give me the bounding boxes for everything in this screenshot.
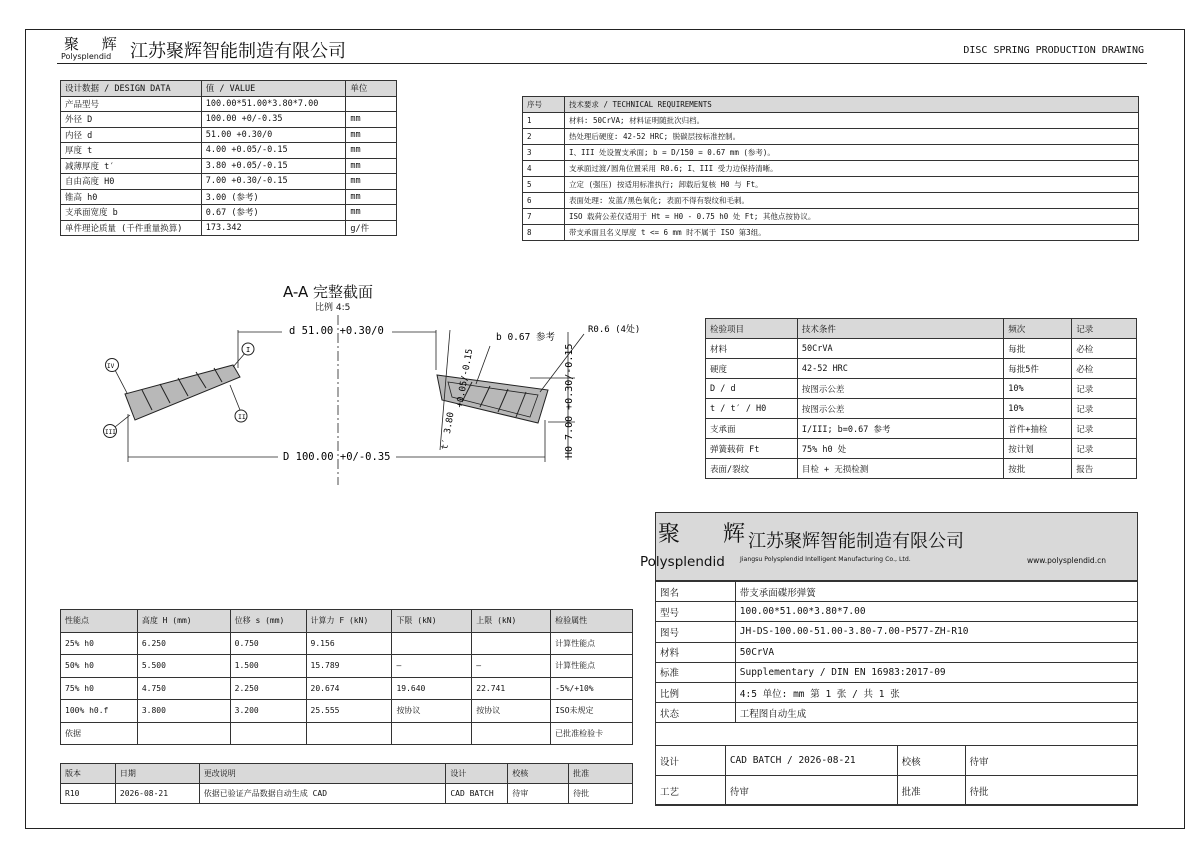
design-table-cell: 内径 d	[61, 127, 202, 143]
inspection-table-row	[706, 419, 1137, 439]
title-block-signatures-cell: CAD BATCH / 2026-08-21	[725, 746, 897, 776]
design-table-body	[61, 96, 397, 236]
left-section-profile	[125, 365, 240, 420]
design-table-row	[61, 143, 397, 159]
document-title: DISC SPRING PRODUCTION DRAWING	[963, 45, 1144, 56]
inspection-table-cell: 记录	[1072, 439, 1137, 459]
inspection-table-row	[706, 359, 1137, 379]
inspection-table-cell: 记录	[1072, 379, 1137, 399]
design-table-cell: mm	[346, 143, 397, 159]
section-title: A-A 完整截面	[283, 283, 374, 301]
inspection-table-cell: 按批	[1004, 459, 1072, 479]
design-table-row	[61, 112, 397, 128]
inspection-table-cell: 按图示公差	[797, 399, 1003, 419]
title-block-fields-row	[656, 622, 1138, 642]
performance-table-cell: 计算性能点	[551, 632, 633, 655]
inspection-table-cell: 表面/裂纹	[706, 459, 798, 479]
design-table-cell: 厚度 t	[61, 143, 202, 159]
design-table-row	[61, 220, 397, 236]
design-table-cell: 100.00 +0/-0.35	[201, 112, 346, 128]
performance-table-row	[61, 632, 633, 655]
tech-table-cell: 立定 (强压) 按适用标准执行; 卸载后复核 H0 与 Ft。	[564, 177, 1138, 193]
performance-table-cell	[392, 632, 472, 655]
performance-table-row	[61, 700, 633, 723]
insp-header-frequency: 频次	[1004, 319, 1072, 339]
revision-table-cell: R10	[61, 784, 116, 804]
leader-mark-IV	[115, 370, 127, 393]
performance-table-cell: 3.800	[137, 700, 230, 723]
performance-table-cell: 9.156	[306, 632, 392, 655]
inspection-table-row	[706, 399, 1137, 419]
section-drawing	[90, 310, 641, 490]
tech-table-cell: 表面处理: 发蓝/黑色氧化; 表面不得有裂纹和毛刺。	[564, 193, 1138, 209]
header-divider	[57, 63, 1147, 64]
revision-table-body	[61, 784, 633, 804]
design-table-cell: 51.00 +0.30/0	[201, 127, 346, 143]
perf-header-lower: 下限 (kN)	[392, 610, 472, 633]
tech-table-cell: 7	[523, 209, 565, 225]
tech-table-cell: 材料: 50CrVA; 材料证明随批次归档。	[564, 113, 1138, 129]
header-company-name: 江苏聚辉智能制造有限公司	[130, 41, 346, 62]
performance-table-cell: 依据	[61, 722, 138, 745]
revision-table-cell: 依据已验证产品数据自动生成 CAD	[199, 784, 446, 804]
performance-table-cell: 已批准检验卡	[551, 722, 633, 745]
dim-b-label: b 0.67 参考	[496, 332, 556, 343]
title-block-fields	[655, 581, 1138, 723]
design-table-cell: mm	[346, 189, 397, 205]
tech-table-cell: 4	[523, 161, 565, 177]
tech-table-row	[523, 193, 1139, 209]
title-block-fields-cell: 材料	[656, 642, 736, 662]
inspection-table-body	[706, 339, 1137, 479]
revision-table	[60, 763, 633, 804]
tech-header-req: 技术要求 / TECHNICAL REQUIREMENTS	[564, 97, 1138, 113]
insp-header-condition: 技术条件	[797, 319, 1003, 339]
inspection-table-cell: 必检	[1072, 339, 1137, 359]
section-scale: 比例 4:5	[315, 303, 351, 313]
dim-t-prime-label: t′ 3.80	[440, 411, 457, 451]
tech-table-row	[523, 225, 1139, 241]
design-table-cell: mm	[346, 158, 397, 174]
tech-table-cell: ISO 载荷公差仅适用于 Ht = H0 - 0.75 h0 处 Ft; 其他点按协议。	[564, 209, 1138, 225]
inspection-table-cell: 记录	[1072, 419, 1137, 439]
rev-header-approve: 批准	[569, 764, 633, 784]
inspection-table-cell: 10%	[1004, 399, 1072, 419]
performance-table-cell: 19.640	[392, 677, 472, 700]
title-block-fields-cell: 图号	[656, 622, 736, 642]
title-block-fields-cell: 型号	[656, 602, 736, 622]
title-block-fields-row	[656, 642, 1138, 662]
performance-table-cell: 25.555	[306, 700, 392, 723]
performance-table-cell: 3.200	[230, 700, 306, 723]
inspection-table-cell: 目检 + 无损检测	[797, 459, 1003, 479]
inspection-table-row	[706, 459, 1137, 479]
title-block-fields-row	[656, 582, 1138, 602]
tech-table-cell: 热处理后硬度: 42-52 HRC; 脱碳层按标准控制。	[564, 129, 1138, 145]
inspection-table-cell: 报告	[1072, 459, 1137, 479]
design-table-cell: 减薄厚度 t′	[61, 158, 202, 174]
title-block-signatures-cell: 待审	[725, 776, 897, 806]
title-block-signatures-body	[656, 746, 1138, 806]
design-table-cell	[346, 96, 397, 112]
title-block-fields-cell: 标准	[656, 662, 736, 682]
title-block-signatures-cell: 校核	[897, 746, 965, 776]
tech-table-body	[523, 113, 1139, 241]
tech-table-cell: 1	[523, 113, 565, 129]
inspection-table-cell: 每批5件	[1004, 359, 1072, 379]
rev-header-date: 日期	[115, 764, 199, 784]
title-block-fields-cell: 图名	[656, 582, 736, 602]
perf-header-displacement: 位移 s (mm)	[230, 610, 306, 633]
dim-R-label: R0.6 (4处)	[588, 325, 641, 335]
performance-table-cell: 按协议	[472, 700, 551, 723]
performance-table-cell: 22.741	[472, 677, 551, 700]
design-table-row	[61, 158, 397, 174]
title-block-fields-cell: 比例	[656, 682, 736, 702]
performance-table-cell: —	[392, 655, 472, 678]
title-block-fields-row	[656, 703, 1138, 723]
title-block-signatures-row	[656, 776, 1138, 806]
title-block-fields-row	[656, 602, 1138, 622]
design-table-cell: 7.00 +0.30/-0.15	[201, 174, 346, 190]
perf-header-height: 高度 H (mm)	[137, 610, 230, 633]
inspection-table-cell: 记录	[1072, 399, 1137, 419]
title-block-signatures-cell: 工艺	[656, 776, 726, 806]
header-logo-en: Polysplendid	[61, 52, 112, 61]
header-logo-cn: 聚 辉	[64, 35, 126, 53]
design-table-cell: 3.00 (参考)	[201, 189, 346, 205]
title-block-logo-en: Polysplendid	[640, 554, 725, 570]
design-table-cell: 支承面宽度 b	[61, 205, 202, 221]
design-table-row	[61, 189, 397, 205]
revision-table-row	[61, 784, 633, 804]
design-table-cell: mm	[346, 174, 397, 190]
insp-header-record: 记录	[1072, 319, 1137, 339]
performance-table-cell	[392, 722, 472, 745]
tech-table-cell: 带支承面且名义厚度 t <= 6 mm 时不属于 ISO 第3组。	[564, 225, 1138, 241]
revision-table-cell: CAD BATCH	[446, 784, 508, 804]
tech-table-cell: I、III 处设置支承面; b = D/150 = 0.67 mm (参考)。	[564, 145, 1138, 161]
performance-table-cell: 15.789	[306, 655, 392, 678]
performance-table-row	[61, 677, 633, 700]
title-block-fields-cell: JH-DS-100.00-51.00-3.80-7.00-P577-ZH-R10	[735, 622, 1137, 642]
tech-table-cell: 2	[523, 129, 565, 145]
performance-table-cell	[472, 632, 551, 655]
performance-table-cell: 按协议	[392, 700, 472, 723]
inspection-table-cell: t / t′ / H0	[706, 399, 798, 419]
design-header-value: 值 / VALUE	[201, 81, 346, 97]
leader-mark-I	[233, 352, 246, 367]
design-table-cell: mm	[346, 112, 397, 128]
performance-table-cell	[306, 722, 392, 745]
title-block-signatures-cell: 待批	[965, 776, 1137, 806]
inspection-table-cell: 材料	[706, 339, 798, 359]
title-block-fields-row	[656, 662, 1138, 682]
dim-b-leader	[476, 346, 490, 384]
performance-table-body	[61, 632, 633, 745]
inspection-table-row	[706, 439, 1137, 459]
title-block-fields-cell: Supplementary / DIN EN 16983:2017-09	[735, 662, 1137, 682]
design-table-row	[61, 96, 397, 112]
performance-table-cell: 5.500	[137, 655, 230, 678]
tech-table-cell: 支承面过渡/圆角位置采用 R0.6; I、III 受力边保持清晰。	[564, 161, 1138, 177]
design-table-cell: 外径 D	[61, 112, 202, 128]
performance-table	[60, 609, 633, 745]
tech-table-row	[523, 209, 1139, 225]
tech-table-row	[523, 177, 1139, 193]
performance-table-cell: 100% h0.f	[61, 700, 138, 723]
inspection-table-row	[706, 379, 1137, 399]
inspection-table-cell: D / d	[706, 379, 798, 399]
inspection-table-cell: 硬度	[706, 359, 798, 379]
leader-mark-II	[230, 385, 240, 410]
performance-table-cell: 75% h0	[61, 677, 138, 700]
tech-table-cell: 8	[523, 225, 565, 241]
balloon-mark-IV-label: IV	[107, 363, 115, 370]
title-block-signatures-row	[656, 746, 1138, 776]
title-block-fields-body	[656, 582, 1138, 723]
inspection-table-cell: 75% h0 处	[797, 439, 1003, 459]
design-table-cell: 4.00 +0.05/-0.15	[201, 143, 346, 159]
performance-table-cell: 计算性能点	[551, 655, 633, 678]
title-block-fields-cell: 50CrVA	[735, 642, 1137, 662]
performance-table-cell: 50% h0	[61, 655, 138, 678]
design-table-cell: 单件理论质量 (千件重量换算)	[61, 220, 202, 236]
performance-table-row	[61, 722, 633, 745]
inspection-table-cell: 必检	[1072, 359, 1137, 379]
design-header-unit: 单位	[346, 81, 397, 97]
rev-header-check: 校核	[508, 764, 569, 784]
title-block-fields-cell: 状态	[656, 703, 736, 723]
performance-table-cell: -5%/+10%	[551, 677, 633, 700]
tech-table-row	[523, 113, 1139, 129]
rev-header-description: 更改说明	[199, 764, 446, 784]
design-table-cell: 产品型号	[61, 96, 202, 112]
performance-table-cell	[137, 722, 230, 745]
performance-table-row	[61, 655, 633, 678]
performance-table-cell: 1.500	[230, 655, 306, 678]
performance-table-cell	[230, 722, 306, 745]
performance-table-cell: 0.750	[230, 632, 306, 655]
design-table-cell: mm	[346, 127, 397, 143]
inspection-table-cell: I/III; b=0.67 参考	[797, 419, 1003, 439]
inspection-table-cell: 按计划	[1004, 439, 1072, 459]
design-header-param: 设计数据 / DESIGN DATA	[61, 81, 202, 97]
title-block-signatures	[655, 745, 1138, 806]
tech-table-row	[523, 145, 1139, 161]
inspection-table-cell: 弹簧载荷 Ft	[706, 439, 798, 459]
design-table-cell: 173.342	[201, 220, 346, 236]
insp-header-item: 检验项目	[706, 319, 798, 339]
performance-table-cell	[472, 722, 551, 745]
balloon-mark-II-label: II	[238, 413, 246, 421]
dim-H0-label: H0 7.00 +0.30/-0.15	[564, 343, 575, 458]
revision-table-cell: 2026-08-21	[115, 784, 199, 804]
title-block-fields-cell: 100.00*51.00*3.80*7.00	[735, 602, 1137, 622]
performance-table-cell: 20.674	[306, 677, 392, 700]
balloon-mark-I-label: I	[246, 346, 251, 354]
design-table-cell: mm	[346, 205, 397, 221]
title-block-logo-cn: 聚 辉	[658, 522, 763, 547]
title-block-fields-cell: 4:5 单位: mm 第 1 张 / 共 1 张	[735, 682, 1137, 702]
tech-table-cell: 6	[523, 193, 565, 209]
inspection-table-cell: 支承面	[706, 419, 798, 439]
design-data-table	[60, 80, 397, 236]
title-block-company: 江苏聚辉智能制造有限公司	[748, 531, 964, 552]
design-table-cell: 锥高 h0	[61, 189, 202, 205]
perf-header-attribute: 检验属性	[551, 610, 633, 633]
title-block-fields-cell: 带支承面碟形弹簧	[735, 582, 1137, 602]
perf-header-point: 性能点	[61, 610, 138, 633]
design-table-cell: 100.00*51.00*3.80*7.00	[201, 96, 346, 112]
perf-header-upper: 上限 (kN)	[472, 610, 551, 633]
performance-table-cell: 4.750	[137, 677, 230, 700]
title-block-company-en: Jiangsu Polysplendid Intelligent Manufacturing Co., Ltd.	[740, 556, 911, 563]
performance-table-cell: 25% h0	[61, 632, 138, 655]
performance-table-cell: ISO未规定	[551, 700, 633, 723]
inspection-table-cell: 10%	[1004, 379, 1072, 399]
design-table-cell: g/件	[346, 220, 397, 236]
revision-table-cell: 待审	[508, 784, 569, 804]
title-block-signatures-cell: 设计	[656, 746, 726, 776]
design-table-cell: 自由高度 H0	[61, 174, 202, 190]
tech-table-row	[523, 161, 1139, 177]
dim-d-label: d 51.00 +0.30/0	[289, 325, 384, 337]
title-block-website: www.polysplendid.cn	[1027, 556, 1106, 565]
title-block-fields-row	[656, 682, 1138, 702]
balloon-mark-III-label: III	[105, 429, 116, 436]
revision-table-cell: 待批	[569, 784, 633, 804]
inspection-table-row	[706, 339, 1137, 359]
design-table-row	[61, 174, 397, 190]
design-table-cell: 3.80 +0.05/-0.15	[201, 158, 346, 174]
rev-header-design: 设计	[446, 764, 508, 784]
title-block-fields-cell: 工程图自动生成	[735, 703, 1137, 723]
tech-table-cell: 5	[523, 177, 565, 193]
dim-t-tolerance: +0.05/-0.15	[455, 348, 476, 409]
tech-table-row	[523, 129, 1139, 145]
performance-table-cell: 2.250	[230, 677, 306, 700]
title-block-signatures-cell: 待审	[965, 746, 1137, 776]
tech-header-no: 序号	[523, 97, 565, 113]
inspection-table-cell: 42-52 HRC	[797, 359, 1003, 379]
tech-table-cell: 3	[523, 145, 565, 161]
inspection-table-cell: 首件+抽检	[1004, 419, 1072, 439]
design-table-cell: 0.67 (参考)	[201, 205, 346, 221]
inspection-table	[705, 318, 1137, 479]
rev-header-version: 版本	[61, 764, 116, 784]
design-table-row	[61, 205, 397, 221]
dim-D-label: D 100.00 +0/-0.35	[283, 451, 391, 463]
inspection-table-cell: 按图示公差	[797, 379, 1003, 399]
perf-header-force: 计算力 F (kN)	[306, 610, 392, 633]
performance-table-cell: 6.250	[137, 632, 230, 655]
performance-table-cell: —	[472, 655, 551, 678]
inspection-table-cell: 每批	[1004, 339, 1072, 359]
inspection-table-cell: 50CrVA	[797, 339, 1003, 359]
technical-requirements-table	[522, 96, 1139, 241]
title-block-signatures-cell: 批准	[897, 776, 965, 806]
design-table-row	[61, 127, 397, 143]
